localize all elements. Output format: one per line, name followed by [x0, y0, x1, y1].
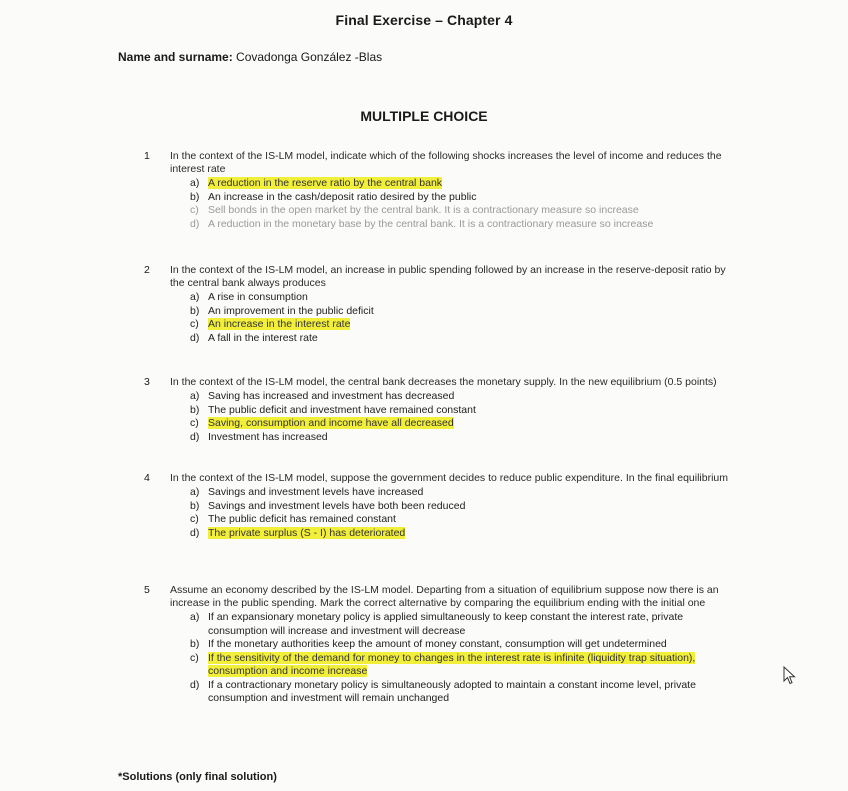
option-text: If a contractionary monetary policy is simultaneously adopted to maintain a constant income level, private consumption and investment will remain unchanged: [208, 678, 696, 704]
option-text-highlighted: An increase in the interest rate: [208, 318, 351, 330]
section-title: MULTIPLE CHOICE: [360, 108, 488, 124]
question-1: [144, 150, 734, 231]
option-b[interactable]: [190, 191, 734, 205]
question-2: [144, 264, 734, 345]
footer-note: *Solutions (only final solution): [118, 771, 277, 783]
option-c[interactable]: [190, 417, 734, 431]
option-letter: b): [190, 190, 200, 203]
option-text: Savings and investment levels have both been reduced: [208, 499, 466, 512]
option-text: An increase in the cash/deposit ratio desired by the public: [208, 190, 477, 203]
question-text: In the context of the IS-LM model, indicate which of the following shocks increases the level of income and reduces the interest rate: [170, 150, 722, 175]
name-line: [118, 50, 382, 64]
option-letter: b): [190, 638, 200, 650]
option-letter: c): [190, 513, 199, 525]
option-c[interactable]: [190, 513, 734, 527]
option-c[interactable]: [190, 652, 734, 679]
option-letter: c): [190, 651, 199, 664]
option-letter: c): [190, 318, 199, 330]
option-text: Investment has increased: [208, 430, 328, 443]
question-5: [144, 584, 734, 706]
question-text: In the context of the IS-LM model, suppose the government decides to reduce public expenditure. In the final equilibrium: [170, 472, 728, 484]
option-b[interactable]: [190, 638, 734, 652]
option-a[interactable]: [190, 291, 734, 305]
name-value: Covadonga González -Blas: [236, 50, 383, 64]
option-letter: a): [190, 390, 200, 402]
page-title: Final Exercise – Chapter 4: [335, 12, 513, 28]
option-text: Sell bonds in the open market by the central bank. It is a contractionary measure so increase: [208, 204, 639, 216]
option-a[interactable]: [190, 486, 734, 500]
option-b[interactable]: [190, 404, 734, 418]
option-text: If the monetary authorities keep the amount of money constant, consumption will get undetermined: [208, 638, 667, 650]
option-d[interactable]: [190, 679, 734, 706]
option-letter: d): [190, 526, 200, 539]
option-letter: d): [190, 217, 200, 230]
option-text: A fall in the interest rate: [208, 331, 318, 344]
option-letter: a): [190, 291, 200, 303]
question-3: [144, 376, 734, 444]
question-text: In the context of the IS-LM model, the central bank decreases the monetary supply. In the new equilibrium (0.5 points): [170, 376, 717, 388]
option-letter: d): [190, 430, 200, 443]
question-4: [144, 472, 734, 540]
question-number: 2: [144, 264, 150, 276]
option-letter: c): [190, 417, 199, 429]
option-list: [190, 291, 734, 345]
option-letter: a): [190, 611, 200, 623]
option-list: [190, 390, 734, 444]
question-number: 5: [144, 584, 150, 596]
option-c[interactable]: [190, 318, 734, 332]
option-letter: d): [190, 678, 200, 691]
option-d[interactable]: [190, 431, 734, 445]
question-number: 1: [144, 150, 150, 162]
option-a[interactable]: [190, 177, 734, 191]
option-list: [190, 177, 734, 231]
option-letter: a): [190, 486, 200, 498]
option-d[interactable]: [190, 218, 734, 232]
option-a[interactable]: [190, 611, 734, 638]
option-text: A rise in consumption: [208, 291, 308, 303]
option-letter: a): [190, 177, 200, 189]
option-text: Savings and investment levels have increased: [208, 486, 424, 498]
option-text: An improvement in the public deficit: [208, 304, 374, 317]
option-a[interactable]: [190, 390, 734, 404]
option-text-highlighted: A reduction in the reserve ratio by the central bank: [208, 177, 443, 189]
option-text: The public deficit has remained constant: [208, 513, 396, 525]
option-letter: d): [190, 331, 200, 344]
option-text: Saving has increased and investment has decreased: [208, 390, 455, 402]
option-d[interactable]: [190, 332, 734, 346]
option-text-highlighted: Saving, consumption and income have all decreased: [208, 417, 454, 429]
option-letter: b): [190, 304, 200, 317]
option-d[interactable]: [190, 527, 734, 541]
option-text: The public deficit and investment have remained constant: [208, 403, 476, 416]
name-label: Name and surname:: [118, 50, 233, 64]
option-text: If an expansionary monetary policy is applied simultaneously to keep constant the interest rate, private consumption will increase and investment will decrease: [208, 611, 684, 637]
option-list: [190, 611, 734, 706]
option-text: A reduction in the monetary base by the central bank. It is a contractionary measure so increase: [208, 217, 654, 230]
option-b[interactable]: [190, 500, 734, 514]
question-text: Assume an economy described by the IS-LM model. Departing from a situation of equilibrium suppose now there is an increase in the public spending. Mark the correct alternative by comparing the equilibrium ending with the initial one: [170, 584, 719, 609]
question-number: 3: [144, 376, 150, 388]
option-list: [190, 486, 734, 540]
option-letter: c): [190, 204, 199, 216]
option-text-highlighted: If the sensitivity of the demand for money to changes in the interest rate is infinite (liquidity trap situation), consumption and income increase: [208, 651, 696, 677]
mouse-pointer-icon: [783, 666, 797, 686]
question-text: In the context of the IS-LM model, an increase in public spending followed by an increase in the reserve-deposit ratio by the central bank always produces: [170, 264, 726, 289]
option-c[interactable]: [190, 204, 734, 218]
option-b[interactable]: [190, 305, 734, 319]
option-letter: b): [190, 403, 200, 416]
option-letter: b): [190, 499, 200, 512]
option-text-highlighted: The private surplus (S - I) has deteriorated: [208, 526, 406, 539]
question-number: 4: [144, 472, 150, 484]
